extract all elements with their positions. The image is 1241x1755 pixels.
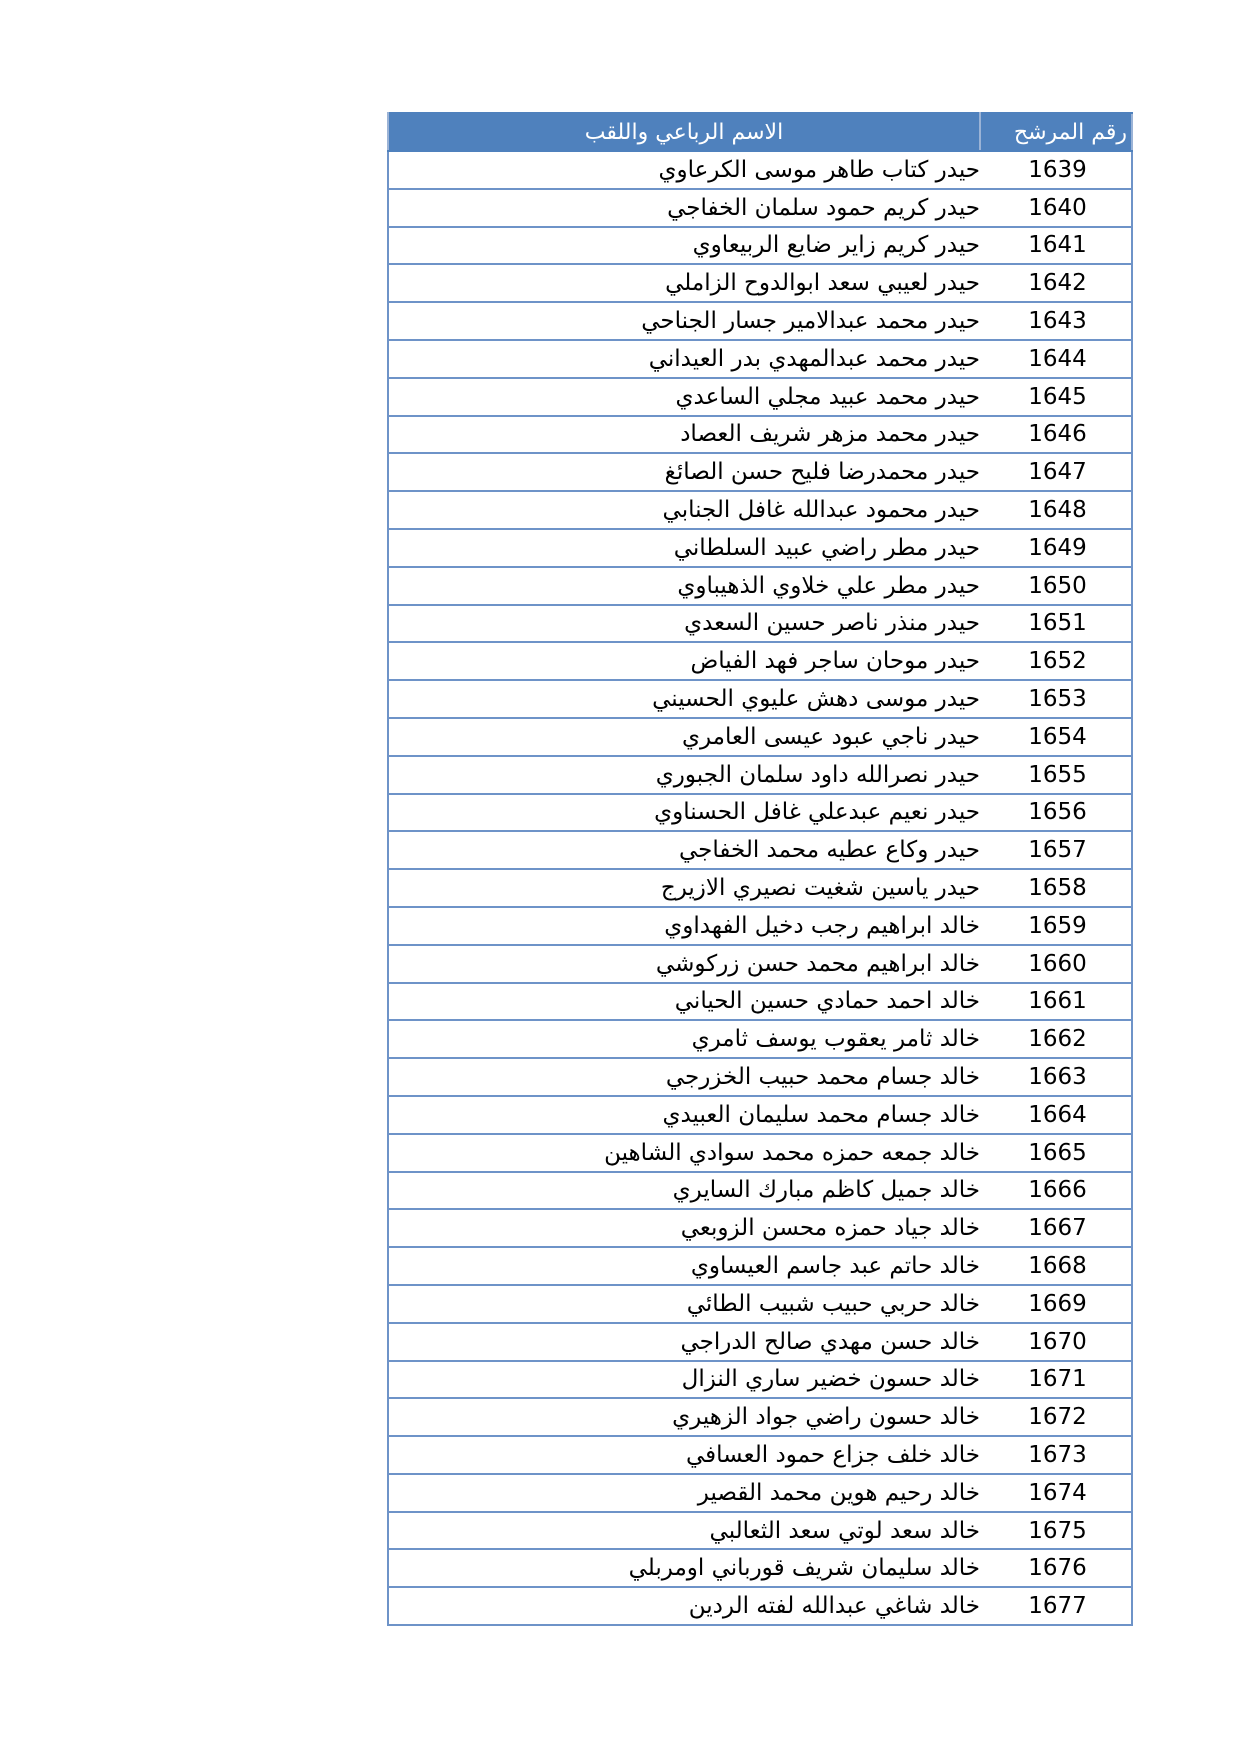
candidate-name-cell bbox=[388, 983, 980, 1021]
candidate-name-cell bbox=[388, 756, 980, 794]
candidate-number-cell: 1656 bbox=[980, 794, 1132, 832]
table-row bbox=[388, 1512, 1132, 1550]
candidate-name: حيدر محمدرضا فليح حسن الصائغ bbox=[664, 459, 980, 486]
candidate-name: حيدر مطر راضي عبيد السلطاني bbox=[673, 534, 980, 561]
candidate-name: خالد جمعه حمزه محمد سوادي الشاهين bbox=[604, 1139, 980, 1166]
candidate-number-cell: 1673 bbox=[980, 1436, 1132, 1474]
candidate-name-cell bbox=[388, 491, 980, 529]
candidate-name-cell bbox=[388, 340, 980, 378]
table-row bbox=[388, 1549, 1132, 1587]
candidate-number-cell: 1662 bbox=[980, 1020, 1132, 1058]
table-row bbox=[388, 416, 1132, 454]
candidate-name-cell bbox=[388, 869, 980, 907]
candidates-sheet bbox=[387, 112, 1131, 1626]
table-row bbox=[388, 1020, 1132, 1058]
candidate-name-cell bbox=[388, 1058, 980, 1096]
table-row bbox=[388, 189, 1132, 227]
candidate-name: حيدر محمد مزهر شريف العصاد bbox=[680, 421, 980, 448]
candidate-number-cell: 1644 bbox=[980, 340, 1132, 378]
candidate-number-cell: 1674 bbox=[980, 1474, 1132, 1512]
candidate-number-cell: 1647 bbox=[980, 453, 1132, 491]
candidate-name-cell bbox=[388, 378, 980, 416]
table-row bbox=[388, 567, 1132, 605]
candidate-name-cell bbox=[388, 1436, 980, 1474]
candidate-number-cell: 1640 bbox=[980, 189, 1132, 227]
table-row bbox=[388, 302, 1132, 340]
candidate-name-cell bbox=[388, 1512, 980, 1550]
table-row bbox=[388, 1323, 1132, 1361]
table-row bbox=[388, 1058, 1132, 1096]
table-row bbox=[388, 264, 1132, 302]
candidate-name-cell bbox=[388, 151, 980, 189]
table-row bbox=[388, 1436, 1132, 1474]
candidate-number-cell: 1659 bbox=[980, 907, 1132, 945]
candidates-table bbox=[387, 112, 1133, 1626]
table-row bbox=[388, 378, 1132, 416]
table-row bbox=[388, 1247, 1132, 1285]
table-row bbox=[388, 529, 1132, 567]
candidate-name-cell bbox=[388, 1587, 980, 1625]
candidate-name-cell bbox=[388, 642, 980, 680]
header-candidate-number: رقم المرشح bbox=[980, 113, 1132, 151]
candidate-name: حيدر كتاب طاهر موسى الكرعاوي bbox=[658, 156, 980, 183]
candidate-name-cell bbox=[388, 907, 980, 945]
candidate-number-cell: 1665 bbox=[980, 1134, 1132, 1172]
candidate-name: خالد سعد لوتي سعد الثعالبي bbox=[709, 1517, 980, 1544]
candidate-number-cell: 1664 bbox=[980, 1096, 1132, 1134]
candidate-number-cell: 1653 bbox=[980, 680, 1132, 718]
candidate-name: حيدر موحان ساجر فهد الفياض bbox=[690, 648, 980, 675]
candidate-number-cell: 1667 bbox=[980, 1209, 1132, 1247]
candidate-name: حيدر نعيم عبدعلي غافل الحسناوي bbox=[654, 799, 980, 826]
candidate-number-cell: 1657 bbox=[980, 831, 1132, 869]
table-row bbox=[388, 794, 1132, 832]
candidate-name: خالد احمد حمادي حسين الحياني bbox=[674, 988, 980, 1015]
candidate-name: خالد شاغي عبدالله لفته الردين bbox=[688, 1593, 980, 1620]
candidate-name-cell bbox=[388, 453, 980, 491]
candidate-number-cell: 1672 bbox=[980, 1398, 1132, 1436]
table-row bbox=[388, 1209, 1132, 1247]
candidate-name: خالد جياد حمزه محسن الزوبعي bbox=[680, 1215, 980, 1242]
table-row bbox=[388, 151, 1132, 189]
candidate-name-cell bbox=[388, 1549, 980, 1587]
candidate-name: خالد جسام محمد حبيب الخزرجي bbox=[665, 1064, 980, 1091]
candidate-name-cell bbox=[388, 1361, 980, 1399]
candidate-name-cell bbox=[388, 264, 980, 302]
candidate-name-cell bbox=[388, 1172, 980, 1210]
candidate-name: خالد حسون راضي جواد الزهيري bbox=[672, 1404, 980, 1431]
table-row bbox=[388, 1285, 1132, 1323]
candidate-name-cell bbox=[388, 1247, 980, 1285]
candidate-name-cell bbox=[388, 416, 980, 454]
candidate-name-cell bbox=[388, 794, 980, 832]
table-row bbox=[388, 1172, 1132, 1210]
candidate-name-cell bbox=[388, 1209, 980, 1247]
header-full-name: الاسم الرباعي واللقب bbox=[388, 113, 980, 151]
candidate-number-cell: 1655 bbox=[980, 756, 1132, 794]
candidate-name: خالد حاتم عبد جاسم العيساوي bbox=[690, 1253, 980, 1279]
candidate-name: خالد حسن مهدي صالح الدراجي bbox=[680, 1328, 980, 1355]
table-row bbox=[388, 945, 1132, 983]
candidate-name-cell bbox=[388, 945, 980, 983]
candidate-name-cell bbox=[388, 1323, 980, 1361]
candidate-number-cell: 1663 bbox=[980, 1058, 1132, 1096]
candidate-name: حيدر منذر ناصر حسين السعدي bbox=[684, 610, 980, 637]
table-body bbox=[388, 151, 1132, 1625]
candidate-name: خالد خلف جزاع حمود العسافي bbox=[685, 1441, 980, 1468]
candidate-number-cell: 1651 bbox=[980, 605, 1132, 643]
header-row bbox=[388, 113, 1132, 151]
candidate-number-cell: 1661 bbox=[980, 983, 1132, 1021]
candidate-name: خالد جسام محمد سليمان العبيدي bbox=[662, 1101, 980, 1128]
candidate-name-cell bbox=[388, 680, 980, 718]
candidate-number-cell: 1668 bbox=[980, 1247, 1132, 1285]
candidate-name: خالد سليمان شريف قورباني اومربلي bbox=[628, 1555, 980, 1582]
candidate-name: خالد رحيم هوين محمد القصير bbox=[697, 1479, 980, 1506]
candidate-number-cell: 1669 bbox=[980, 1285, 1132, 1323]
table-header bbox=[388, 113, 1132, 151]
candidate-number-cell: 1639 bbox=[980, 151, 1132, 189]
candidate-number-cell: 1650 bbox=[980, 567, 1132, 605]
candidate-name: حيدر ناجي عبود عيسى العامري bbox=[681, 723, 980, 750]
candidate-name-cell bbox=[388, 567, 980, 605]
candidate-name-cell bbox=[388, 1134, 980, 1172]
candidate-number-cell: 1675 bbox=[980, 1512, 1132, 1550]
table-row bbox=[388, 983, 1132, 1021]
candidate-name: خالد حربي حبيب شبيب الطائي bbox=[686, 1290, 980, 1317]
candidate-name-cell bbox=[388, 1398, 980, 1436]
candidate-name: خالد حسون خضير ساري النزال bbox=[681, 1366, 980, 1393]
candidate-number-cell: 1666 bbox=[980, 1172, 1132, 1210]
candidate-name-cell bbox=[388, 1474, 980, 1512]
candidate-name-cell bbox=[388, 227, 980, 265]
table-row bbox=[388, 605, 1132, 643]
candidate-name: خالد ابراهيم رجب دخيل الفهداوي bbox=[664, 912, 980, 939]
candidate-name-cell bbox=[388, 302, 980, 340]
candidate-name: حيدر محمد عبدالمهدي بدر العيداني bbox=[648, 345, 980, 372]
candidate-number-cell: 1658 bbox=[980, 869, 1132, 907]
candidate-name-cell bbox=[388, 1096, 980, 1134]
table-row bbox=[388, 680, 1132, 718]
table-row bbox=[388, 491, 1132, 529]
table-row bbox=[388, 869, 1132, 907]
candidate-name-cell bbox=[388, 718, 980, 756]
table-row bbox=[388, 1134, 1132, 1172]
table-row bbox=[388, 1096, 1132, 1134]
candidate-name-cell bbox=[388, 605, 980, 643]
table-row bbox=[388, 1474, 1132, 1512]
candidate-number-cell: 1649 bbox=[980, 529, 1132, 567]
table-row bbox=[388, 756, 1132, 794]
table-row bbox=[388, 907, 1132, 945]
table-row bbox=[388, 718, 1132, 756]
candidate-name-cell bbox=[388, 1285, 980, 1323]
candidate-number-cell: 1645 bbox=[980, 378, 1132, 416]
candidate-name: حيدر محمد عبدالامير جسار الجناحي bbox=[641, 308, 980, 335]
table-row bbox=[388, 642, 1132, 680]
table-row bbox=[388, 831, 1132, 869]
candidate-number-cell: 1648 bbox=[980, 491, 1132, 529]
candidate-number-cell: 1660 bbox=[980, 945, 1132, 983]
table-row bbox=[388, 227, 1132, 265]
candidate-name-cell bbox=[388, 189, 980, 227]
candidate-name-cell bbox=[388, 529, 980, 567]
candidate-name: حيدر ياسين شغيت نصيري الازيرج bbox=[660, 875, 980, 902]
candidate-name-cell bbox=[388, 1020, 980, 1058]
candidate-number-cell: 1646 bbox=[980, 416, 1132, 454]
table-row bbox=[388, 340, 1132, 378]
candidate-name: حيدر موسى دهش عليوي الحسيني bbox=[652, 686, 980, 713]
table-row bbox=[388, 1361, 1132, 1399]
candidate-number-cell: 1671 bbox=[980, 1361, 1132, 1399]
table-row bbox=[388, 1398, 1132, 1436]
candidate-name: حيدر لعيبي سعد ابوالدوح الزاملي bbox=[665, 270, 980, 297]
candidate-number-cell: 1654 bbox=[980, 718, 1132, 756]
candidate-number-cell: 1643 bbox=[980, 302, 1132, 340]
table-row bbox=[388, 453, 1132, 491]
candidate-name: حيدر وكاع عطيه محمد الخفاجي bbox=[678, 837, 980, 864]
table-row bbox=[388, 1587, 1132, 1625]
candidate-name: خالد جميل كاظم مبارك السايري bbox=[672, 1177, 980, 1204]
candidate-name: حيدر مطر علي خلاوي الذهيباوي bbox=[677, 572, 980, 599]
candidate-number-cell: 1642 bbox=[980, 264, 1132, 302]
candidate-name-cell bbox=[388, 831, 980, 869]
candidate-name: حيدر محمد عبيد مجلي الساعدي bbox=[675, 383, 980, 410]
candidate-number-cell: 1652 bbox=[980, 642, 1132, 680]
candidate-number-cell: 1670 bbox=[980, 1323, 1132, 1361]
candidate-name: حيدر كريم زاير ضايع الربيعاوي bbox=[692, 232, 980, 259]
candidate-name: حيدر نصرالله داود سلمان الجبوري bbox=[655, 761, 980, 788]
candidate-number-cell: 1676 bbox=[980, 1549, 1132, 1587]
candidate-number-cell: 1641 bbox=[980, 227, 1132, 265]
candidate-name: خالد ثامر يعقوب يوسف ثامري bbox=[691, 1026, 980, 1053]
candidate-name: خالد ابراهيم محمد حسن زركوشي bbox=[655, 950, 980, 977]
candidate-name: حيدر كريم حمود سلمان الخفاجي bbox=[667, 194, 980, 221]
candidate-name: حيدر محمود عبدالله غافل الجنابي bbox=[662, 497, 980, 524]
candidate-number-cell: 1677 bbox=[980, 1587, 1132, 1625]
